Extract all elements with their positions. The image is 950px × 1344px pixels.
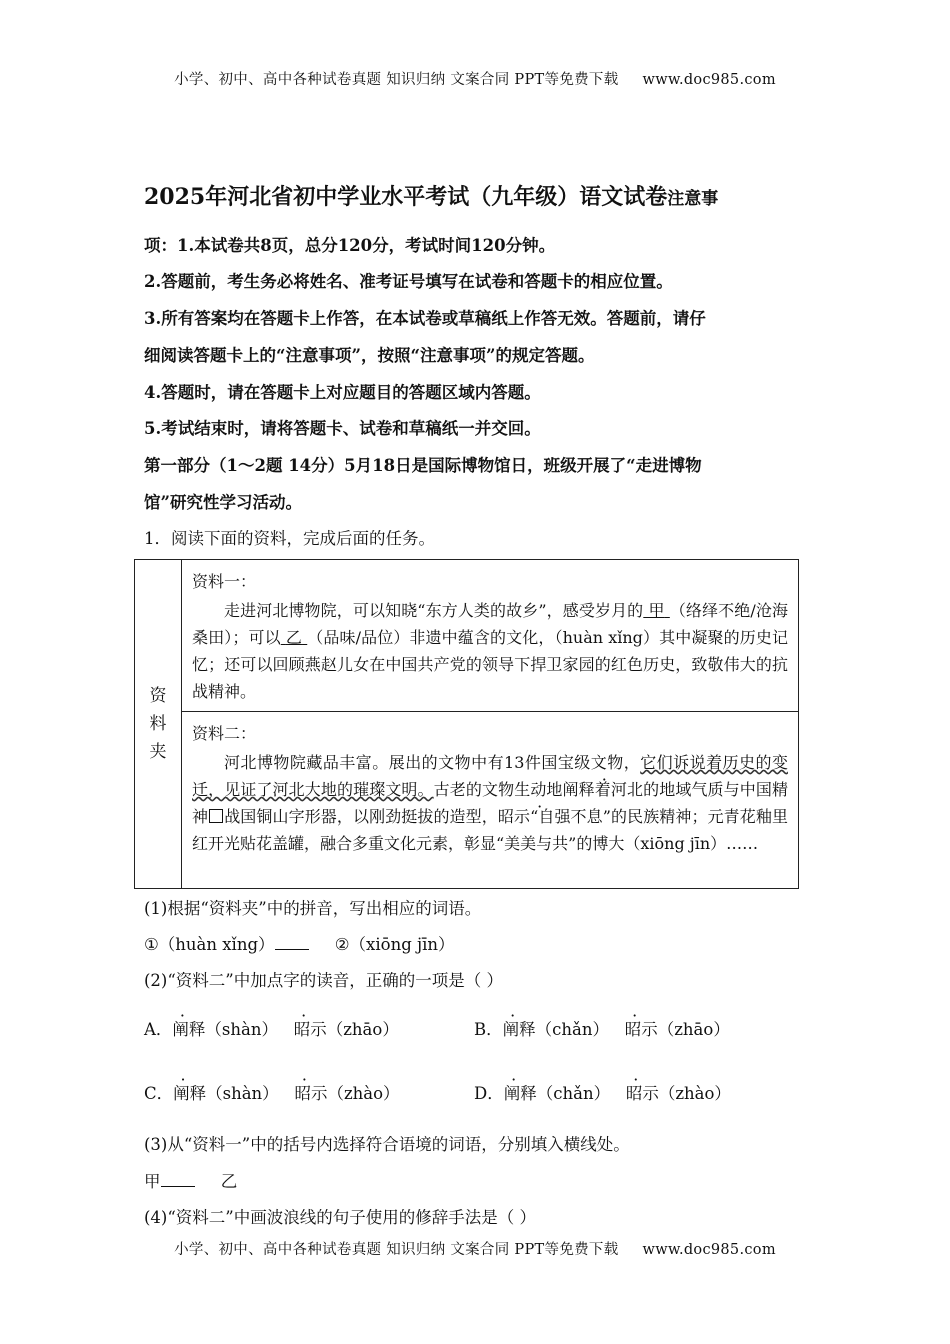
blank-yi: 乙 xyxy=(285,628,303,647)
title-main: 2025年河北省初中学业水平考试（九年级）语文试卷 xyxy=(144,184,668,210)
blank-jia: 甲 xyxy=(648,601,665,620)
q1-sub4: (4)“资料二”中画波浪线的句子使用的修辞手法是（ ） xyxy=(144,1208,536,1227)
missing-punct-box xyxy=(209,809,223,823)
wavy-sentence: 它们诉说着历史的变迁，见证了河北大地的璀璨文明。 xyxy=(192,753,788,799)
note-4: 4.答题时，请在答题卡上对应题目的答题区域内答题。 xyxy=(144,383,541,402)
material-1 xyxy=(182,560,799,712)
footer-text: 小学、初中、高中各种试卷真题 知识归纳 文案合同 PPT等免费下载 xyxy=(174,1242,619,1258)
part1-heading-cont: 馆”研究性学习活动。 xyxy=(144,493,302,512)
question-1-intro: 1．阅读下面的资料，完成后面的任务。 xyxy=(144,529,435,548)
note-3: 3.所有答案均在答题卡上作答，在本试卷或草稿纸上作答无效。答题前，请仔 xyxy=(144,309,706,328)
answer-blank-1[interactable] xyxy=(275,935,309,950)
q1-sub3-blanks: 甲 乙 xyxy=(144,1172,238,1191)
note-2: 2.答题前，考生务必将姓名、准考证号填写在试卷和答题卡的相应位置。 xyxy=(144,272,673,291)
header-text: 小学、初中、高中各种试卷真题 知识归纳 文案合同 PPT等免费下载 xyxy=(174,72,619,88)
footer-site: www.doc985.com xyxy=(642,1242,776,1258)
page-footer xyxy=(0,1238,950,1259)
exam-title xyxy=(144,180,824,211)
material-1-label: 资料一： xyxy=(192,572,257,591)
note-5: 5.考试结束时，请将答题卡、试卷和草稿纸一并交回。 xyxy=(144,419,541,438)
q1-sub1-blanks: ①（huàn xǐng） ②（xiōng jīn） xyxy=(144,935,455,954)
folder-side-label: 资 料 夹 xyxy=(135,560,182,889)
header-site: www.doc985.com xyxy=(642,72,776,88)
page-header xyxy=(0,68,950,89)
material-2 xyxy=(182,712,799,889)
dotted-char-zhao: · 昭 xyxy=(498,807,514,826)
option-c[interactable]: C．阐释（shàn） 昭示（zhào） xyxy=(144,1084,400,1103)
material-2-text: 河北博物院藏品丰富。展出的文物中有13件国宝级文物，它们诉说着历史的变迁，见证了河北大地的璀璨文明。古老的文物生动地· 阐释着河北的地域气质与中国精神 战国铜山字形器，以刚劲挺拔的造型，· 昭示“自强不息”的民族精神；元青花釉里红开光贴花盖罐，融合多重文化元素，彰显“美美与共”的博大（xiōng jīn）…… xyxy=(192,749,788,857)
note-1: 项：1.本试卷共8页，总分120分，考试时间120分钟。 xyxy=(144,236,556,255)
option-b[interactable]: B．阐释（chǎn） 昭示（zhāo） xyxy=(474,1020,730,1039)
note-3-cont: 细阅读答题卡上的“注意事项”，按照“注意事项”的规定答题。 xyxy=(144,346,595,365)
material-folder xyxy=(134,559,799,889)
part1-heading: 第一部分（1～2题 14分）5月18日是国际博物馆日，班级开展了“走进博物 xyxy=(144,456,702,475)
option-a[interactable]: A．阐释（shàn） 昭示（zhāo） xyxy=(144,1020,399,1039)
q1-sub2: (2)“资料二”中加点字的读音，正确的一项是（ ） xyxy=(144,971,503,990)
option-d[interactable]: D．阐释（chǎn） 昭示（zhào） xyxy=(474,1084,731,1103)
q1-sub3: (3)从“资料一”中的括号内选择符合语境的词语，分别填入横线处。 xyxy=(144,1135,630,1154)
material-1-text: 走进河北博物院，可以知晓“东方人类的故乡”，感受岁月的 甲 （络绎不绝/沧海桑田）；可以 乙 （品味/品位）非遗中蕴含的文化，（huàn xǐng）其中凝聚的历史记忆；还可以回顾燕赵儿女在中国共产党的领导下捍卫家园的红色历史，致敬伟大的抗战精神。 xyxy=(192,601,788,701)
title-tail: 注意事 xyxy=(667,189,719,209)
q1-sub1: (1)根据“资料夹”中的拼音，写出相应的词语。 xyxy=(144,899,482,918)
dotted-char-chan: · 阐 xyxy=(563,780,579,799)
material-2-label: 资料二： xyxy=(192,724,257,743)
answer-blank-jia[interactable] xyxy=(161,1172,195,1187)
